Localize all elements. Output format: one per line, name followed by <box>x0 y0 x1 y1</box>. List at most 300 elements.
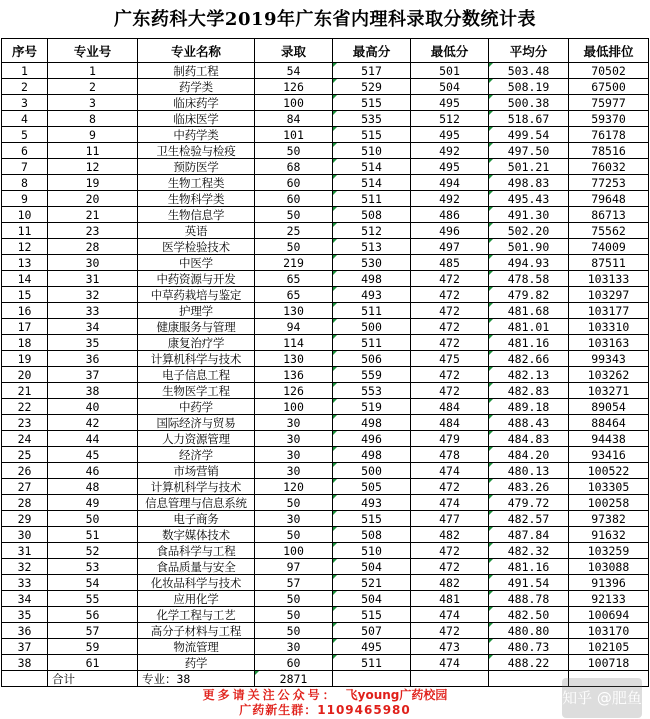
cell-major-code: 37 <box>48 367 138 383</box>
table-row <box>2 463 649 479</box>
cell-avg-score: 482.57 <box>489 511 569 527</box>
cell-avg-score: 495.43 <box>489 191 569 207</box>
cell-major-code: 8 <box>48 111 138 127</box>
total-blank <box>2 671 48 687</box>
cell-min-rank: 103177 <box>569 303 649 319</box>
cell-major-name: 电子商务 <box>138 511 255 527</box>
table-row <box>2 415 649 431</box>
cell-major-name: 化学工程与工艺 <box>138 607 255 623</box>
table-row <box>2 623 649 639</box>
cell-index: 34 <box>2 591 48 607</box>
cell-max-score: 515 <box>333 511 411 527</box>
cell-min-score: 474 <box>411 655 489 671</box>
table-body <box>2 63 649 671</box>
cell-min-rank: 103088 <box>569 559 649 575</box>
cell-min-score: 475 <box>411 351 489 367</box>
cell-avg-score: 482.83 <box>489 383 569 399</box>
cell-major-code: 54 <box>48 575 138 591</box>
cell-admitted: 60 <box>255 175 333 191</box>
cell-major-code: 33 <box>48 303 138 319</box>
table-row <box>2 559 649 575</box>
cell-max-score: 511 <box>333 335 411 351</box>
cell-major-name: 中草药栽培与鉴定 <box>138 287 255 303</box>
cell-min-rank: 103262 <box>569 367 649 383</box>
cell-major-name: 药学 <box>138 655 255 671</box>
cell-min-score: 477 <box>411 511 489 527</box>
cell-min-score: 472 <box>411 383 489 399</box>
cell-min-rank: 79648 <box>569 191 649 207</box>
cell-max-score: 498 <box>333 447 411 463</box>
cell-min-rank: 100718 <box>569 655 649 671</box>
cell-index: 29 <box>2 511 48 527</box>
cell-major-name: 康复治疗学 <box>138 335 255 351</box>
cell-min-rank: 92133 <box>569 591 649 607</box>
cell-min-rank: 103310 <box>569 319 649 335</box>
cell-admitted: 50 <box>255 607 333 623</box>
cell-min-score: 501 <box>411 63 489 79</box>
cell-min-score: 478 <box>411 447 489 463</box>
cell-max-score: 514 <box>333 159 411 175</box>
cell-avg-score: 483.26 <box>489 479 569 495</box>
cell-max-score: 506 <box>333 351 411 367</box>
cell-admitted: 30 <box>255 447 333 463</box>
table-row <box>2 255 649 271</box>
cell-admitted: 120 <box>255 479 333 495</box>
cell-avg-score: 508.19 <box>489 79 569 95</box>
cell-avg-score: 482.66 <box>489 351 569 367</box>
cell-major-code: 9 <box>48 127 138 143</box>
cell-index: 8 <box>2 175 48 191</box>
cell-index: 17 <box>2 319 48 335</box>
cell-admitted: 100 <box>255 95 333 111</box>
total-empty-1 <box>333 671 411 687</box>
cell-min-score: 472 <box>411 335 489 351</box>
cell-min-score: 497 <box>411 239 489 255</box>
table-row <box>2 287 649 303</box>
cell-major-code: 42 <box>48 415 138 431</box>
cell-admitted: 130 <box>255 351 333 367</box>
cell-min-rank: 103170 <box>569 623 649 639</box>
table-row <box>2 639 649 655</box>
cell-index: 14 <box>2 271 48 287</box>
cell-admitted: 50 <box>255 495 333 511</box>
cell-min-score: 472 <box>411 559 489 575</box>
cell-major-code: 53 <box>48 559 138 575</box>
cell-major-code: 11 <box>48 143 138 159</box>
cell-max-score: 504 <box>333 591 411 607</box>
cell-major-code: 55 <box>48 591 138 607</box>
cell-major-code: 56 <box>48 607 138 623</box>
watermark-logo: 知乎 @肥鱼 <box>562 678 642 718</box>
cell-avg-score: 480.13 <box>489 463 569 479</box>
cell-avg-score: 500.38 <box>489 95 569 111</box>
header-major-code: 专业号 <box>48 39 138 63</box>
cell-min-rank: 89054 <box>569 399 649 415</box>
table-row <box>2 575 649 591</box>
table-row <box>2 207 649 223</box>
cell-avg-score: 488.22 <box>489 655 569 671</box>
cell-major-code: 59 <box>48 639 138 655</box>
cell-max-score: 500 <box>333 463 411 479</box>
cell-major-name: 生物信息学 <box>138 207 255 223</box>
cell-max-score: 530 <box>333 255 411 271</box>
cell-min-rank: 103133 <box>569 271 649 287</box>
cell-major-name: 食品科学与工程 <box>138 543 255 559</box>
cell-major-code: 20 <box>48 191 138 207</box>
cell-avg-score: 502.20 <box>489 223 569 239</box>
cell-min-score: 473 <box>411 639 489 655</box>
cell-major-name: 健康服务与管理 <box>138 319 255 335</box>
cell-index: 16 <box>2 303 48 319</box>
cell-major-name: 临床药学 <box>138 95 255 111</box>
cell-min-rank: 100522 <box>569 463 649 479</box>
cell-avg-score: 480.73 <box>489 639 569 655</box>
cell-avg-score: 479.82 <box>489 287 569 303</box>
cell-min-score: 474 <box>411 607 489 623</box>
cell-min-rank: 67500 <box>569 79 649 95</box>
cell-admitted: 101 <box>255 127 333 143</box>
cell-min-score: 484 <box>411 415 489 431</box>
cell-min-score: 481 <box>411 591 489 607</box>
header-max-score: 最高分 <box>333 39 411 63</box>
cell-avg-score: 484.83 <box>489 431 569 447</box>
cell-min-rank: 93416 <box>569 447 649 463</box>
cell-admitted: 94 <box>255 319 333 335</box>
table-row <box>2 111 649 127</box>
cell-min-rank: 97382 <box>569 511 649 527</box>
cell-admitted: 60 <box>255 191 333 207</box>
cell-admitted: 114 <box>255 335 333 351</box>
cell-major-name: 中药学类 <box>138 127 255 143</box>
cell-min-rank: 100694 <box>569 607 649 623</box>
cell-index: 25 <box>2 447 48 463</box>
cell-index: 24 <box>2 431 48 447</box>
cell-max-score: 512 <box>333 223 411 239</box>
cell-index: 12 <box>2 239 48 255</box>
cell-admitted: 84 <box>255 111 333 127</box>
cell-index: 36 <box>2 623 48 639</box>
cell-avg-score: 481.01 <box>489 319 569 335</box>
cell-index: 31 <box>2 543 48 559</box>
cell-min-rank: 76032 <box>569 159 649 175</box>
cell-index: 26 <box>2 463 48 479</box>
cell-major-code: 23 <box>48 223 138 239</box>
cell-avg-score: 499.54 <box>489 127 569 143</box>
cell-max-score: 510 <box>333 543 411 559</box>
table-row <box>2 223 649 239</box>
cell-major-code: 30 <box>48 255 138 271</box>
cell-major-name: 中药资源与开发 <box>138 271 255 287</box>
cell-index: 28 <box>2 495 48 511</box>
cell-admitted: 25 <box>255 223 333 239</box>
table-row <box>2 527 649 543</box>
cell-avg-score: 491.30 <box>489 207 569 223</box>
cell-min-rank: 76178 <box>569 127 649 143</box>
cell-admitted: 100 <box>255 543 333 559</box>
cell-max-score: 493 <box>333 495 411 511</box>
cell-avg-score: 488.78 <box>489 591 569 607</box>
footer-group-line: 广药新生群：1109465980 <box>239 703 411 717</box>
cell-max-score: 513 <box>333 239 411 255</box>
cell-avg-score: 501.21 <box>489 159 569 175</box>
cell-admitted: 219 <box>255 255 333 271</box>
cell-major-name: 生物工程类 <box>138 175 255 191</box>
cell-index: 20 <box>2 367 48 383</box>
cell-major-code: 50 <box>48 511 138 527</box>
cell-avg-score: 518.67 <box>489 111 569 127</box>
cell-min-score: 479 <box>411 431 489 447</box>
cell-admitted: 50 <box>255 623 333 639</box>
table-row <box>2 511 649 527</box>
page-title: 广东药科大学2019年广东省内理科录取分数统计表 <box>113 9 537 30</box>
table-row <box>2 399 649 415</box>
header-avg-score: 平均分 <box>489 39 569 63</box>
cell-major-name: 计算机科学与技术 <box>138 351 255 367</box>
cell-min-score: 485 <box>411 255 489 271</box>
cell-major-code: 57 <box>48 623 138 639</box>
cell-avg-score: 481.16 <box>489 559 569 575</box>
cell-major-name: 数字媒体技术 <box>138 527 255 543</box>
cell-admitted: 126 <box>255 383 333 399</box>
cell-admitted: 50 <box>255 239 333 255</box>
cell-avg-score: 498.83 <box>489 175 569 191</box>
cell-index: 10 <box>2 207 48 223</box>
cell-avg-score: 480.80 <box>489 623 569 639</box>
footer-follow-text: 更多请关注公众号： <box>202 688 338 702</box>
cell-major-code: 19 <box>48 175 138 191</box>
cell-avg-score: 501.90 <box>489 239 569 255</box>
cell-admitted: 54 <box>255 63 333 79</box>
cell-admitted: 30 <box>255 639 333 655</box>
cell-min-rank: 59370 <box>569 111 649 127</box>
cell-major-code: 35 <box>48 335 138 351</box>
cell-major-code: 38 <box>48 383 138 399</box>
header-min-rank: 最低排位 <box>569 39 649 63</box>
cell-avg-score: 481.68 <box>489 303 569 319</box>
cell-admitted: 50 <box>255 207 333 223</box>
cell-admitted: 50 <box>255 591 333 607</box>
cell-index: 33 <box>2 575 48 591</box>
cell-max-score: 521 <box>333 575 411 591</box>
cell-min-score: 504 <box>411 79 489 95</box>
cell-index: 18 <box>2 335 48 351</box>
cell-max-score: 514 <box>333 175 411 191</box>
cell-min-rank: 78516 <box>569 143 649 159</box>
cell-major-code: 52 <box>48 543 138 559</box>
cell-min-rank: 103271 <box>569 383 649 399</box>
cell-major-name: 计算机科学与技术 <box>138 479 255 495</box>
cell-index: 3 <box>2 95 48 111</box>
cell-major-code: 48 <box>48 479 138 495</box>
cell-index: 13 <box>2 255 48 271</box>
table-row <box>2 607 649 623</box>
cell-max-score: 553 <box>333 383 411 399</box>
cell-major-name: 食品质量与安全 <box>138 559 255 575</box>
cell-max-score: 496 <box>333 431 411 447</box>
cell-max-score: 511 <box>333 191 411 207</box>
cell-max-score: 515 <box>333 95 411 111</box>
cell-avg-score: 479.72 <box>489 495 569 511</box>
cell-index: 6 <box>2 143 48 159</box>
cell-major-code: 28 <box>48 239 138 255</box>
table-row <box>2 591 649 607</box>
cell-admitted: 50 <box>255 527 333 543</box>
cell-admitted: 30 <box>255 415 333 431</box>
footer-follow-line <box>0 688 650 702</box>
cell-min-rank: 86713 <box>569 207 649 223</box>
cell-major-name: 制药工程 <box>138 63 255 79</box>
table-row <box>2 239 649 255</box>
total-majors: 专业：38 <box>138 671 255 687</box>
cell-min-rank: 94438 <box>569 431 649 447</box>
cell-min-score: 482 <box>411 527 489 543</box>
cell-major-code: 46 <box>48 463 138 479</box>
cell-index: 5 <box>2 127 48 143</box>
table-row <box>2 383 649 399</box>
cell-min-score: 484 <box>411 399 489 415</box>
cell-major-name: 市场营销 <box>138 463 255 479</box>
table-row <box>2 175 649 191</box>
cell-major-name: 高分子材料与工程 <box>138 623 255 639</box>
cell-min-score: 472 <box>411 319 489 335</box>
cell-min-rank: 74009 <box>569 239 649 255</box>
cell-min-rank: 100258 <box>569 495 649 511</box>
table-row <box>2 351 649 367</box>
cell-major-name: 应用化学 <box>138 591 255 607</box>
table-row <box>2 159 649 175</box>
cell-max-score: 505 <box>333 479 411 495</box>
cell-major-code: 49 <box>48 495 138 511</box>
cell-min-score: 472 <box>411 367 489 383</box>
cell-major-name: 化妆品科学与技术 <box>138 575 255 591</box>
cell-index: 1 <box>2 63 48 79</box>
cell-admitted: 30 <box>255 463 333 479</box>
cell-max-score: 519 <box>333 399 411 415</box>
table-row <box>2 367 649 383</box>
cell-admitted: 100 <box>255 399 333 415</box>
total-label: 合计 <box>48 671 138 687</box>
cell-major-code: 2 <box>48 79 138 95</box>
cell-index: 7 <box>2 159 48 175</box>
cell-index: 27 <box>2 479 48 495</box>
table-header-row <box>2 39 649 63</box>
cell-min-rank: 70502 <box>569 63 649 79</box>
cell-admitted: 136 <box>255 367 333 383</box>
table-row <box>2 431 649 447</box>
cell-major-name: 物流管理 <box>138 639 255 655</box>
cell-min-rank: 91632 <box>569 527 649 543</box>
total-admitted: 2871 <box>255 671 333 687</box>
cell-major-code: 32 <box>48 287 138 303</box>
cell-index: 32 <box>2 559 48 575</box>
cell-avg-score: 491.54 <box>489 575 569 591</box>
cell-max-score: 508 <box>333 207 411 223</box>
cell-major-code: 1 <box>48 63 138 79</box>
cell-max-score: 500 <box>333 319 411 335</box>
table-row <box>2 127 649 143</box>
cell-min-rank: 99343 <box>569 351 649 367</box>
total-empty-3 <box>489 671 569 687</box>
cell-max-score: 515 <box>333 607 411 623</box>
table-row <box>2 191 649 207</box>
cell-max-score: 493 <box>333 287 411 303</box>
cell-major-name: 预防医学 <box>138 159 255 175</box>
table-row <box>2 447 649 463</box>
cell-major-name: 信息管理与信息系统 <box>138 495 255 511</box>
cell-min-score: 482 <box>411 575 489 591</box>
cell-major-code: 45 <box>48 447 138 463</box>
cell-index: 15 <box>2 287 48 303</box>
cell-major-code: 12 <box>48 159 138 175</box>
cell-min-rank: 103163 <box>569 335 649 351</box>
cell-max-score: 498 <box>333 415 411 431</box>
cell-major-code: 51 <box>48 527 138 543</box>
cell-avg-score: 488.43 <box>489 415 569 431</box>
cell-admitted: 68 <box>255 159 333 175</box>
cell-admitted: 65 <box>255 271 333 287</box>
cell-min-score: 492 <box>411 191 489 207</box>
cell-min-score: 495 <box>411 159 489 175</box>
cell-admitted: 50 <box>255 143 333 159</box>
cell-max-score: 504 <box>333 559 411 575</box>
cell-min-rank: 75977 <box>569 95 649 111</box>
cell-max-score: 511 <box>333 655 411 671</box>
cell-avg-score: 489.18 <box>489 399 569 415</box>
cell-avg-score: 484.20 <box>489 447 569 463</box>
cell-major-code: 34 <box>48 319 138 335</box>
cell-min-score: 495 <box>411 95 489 111</box>
cell-max-score: 510 <box>333 143 411 159</box>
table-row <box>2 479 649 495</box>
table-row <box>2 79 649 95</box>
cell-index: 30 <box>2 527 48 543</box>
cell-min-score: 472 <box>411 303 489 319</box>
cell-min-score: 474 <box>411 463 489 479</box>
cell-max-score: 529 <box>333 79 411 95</box>
cell-index: 11 <box>2 223 48 239</box>
cell-min-score: 474 <box>411 495 489 511</box>
cell-major-name: 人力资源管理 <box>138 431 255 447</box>
cell-admitted: 97 <box>255 559 333 575</box>
cell-avg-score: 482.13 <box>489 367 569 383</box>
cell-avg-score: 481.16 <box>489 335 569 351</box>
cell-max-score: 498 <box>333 271 411 287</box>
cell-major-name: 药学类 <box>138 79 255 95</box>
cell-avg-score: 497.50 <box>489 143 569 159</box>
cell-max-score: 559 <box>333 367 411 383</box>
cell-index: 22 <box>2 399 48 415</box>
cell-min-score: 472 <box>411 623 489 639</box>
table-row <box>2 95 649 111</box>
cell-max-score: 535 <box>333 111 411 127</box>
table-row <box>2 303 649 319</box>
cell-min-score: 512 <box>411 111 489 127</box>
cell-major-name: 国际经济与贸易 <box>138 415 255 431</box>
cell-index: 4 <box>2 111 48 127</box>
cell-max-score: 515 <box>333 127 411 143</box>
cell-index: 9 <box>2 191 48 207</box>
cell-admitted: 65 <box>255 287 333 303</box>
header-index: 序号 <box>2 39 48 63</box>
cell-max-score: 517 <box>333 63 411 79</box>
cell-major-code: 40 <box>48 399 138 415</box>
header-admitted: 录取 <box>255 39 333 63</box>
cell-admitted: 60 <box>255 655 333 671</box>
cell-major-code: 61 <box>48 655 138 671</box>
cell-admitted: 130 <box>255 303 333 319</box>
cell-major-code: 36 <box>48 351 138 367</box>
table-row <box>2 271 649 287</box>
